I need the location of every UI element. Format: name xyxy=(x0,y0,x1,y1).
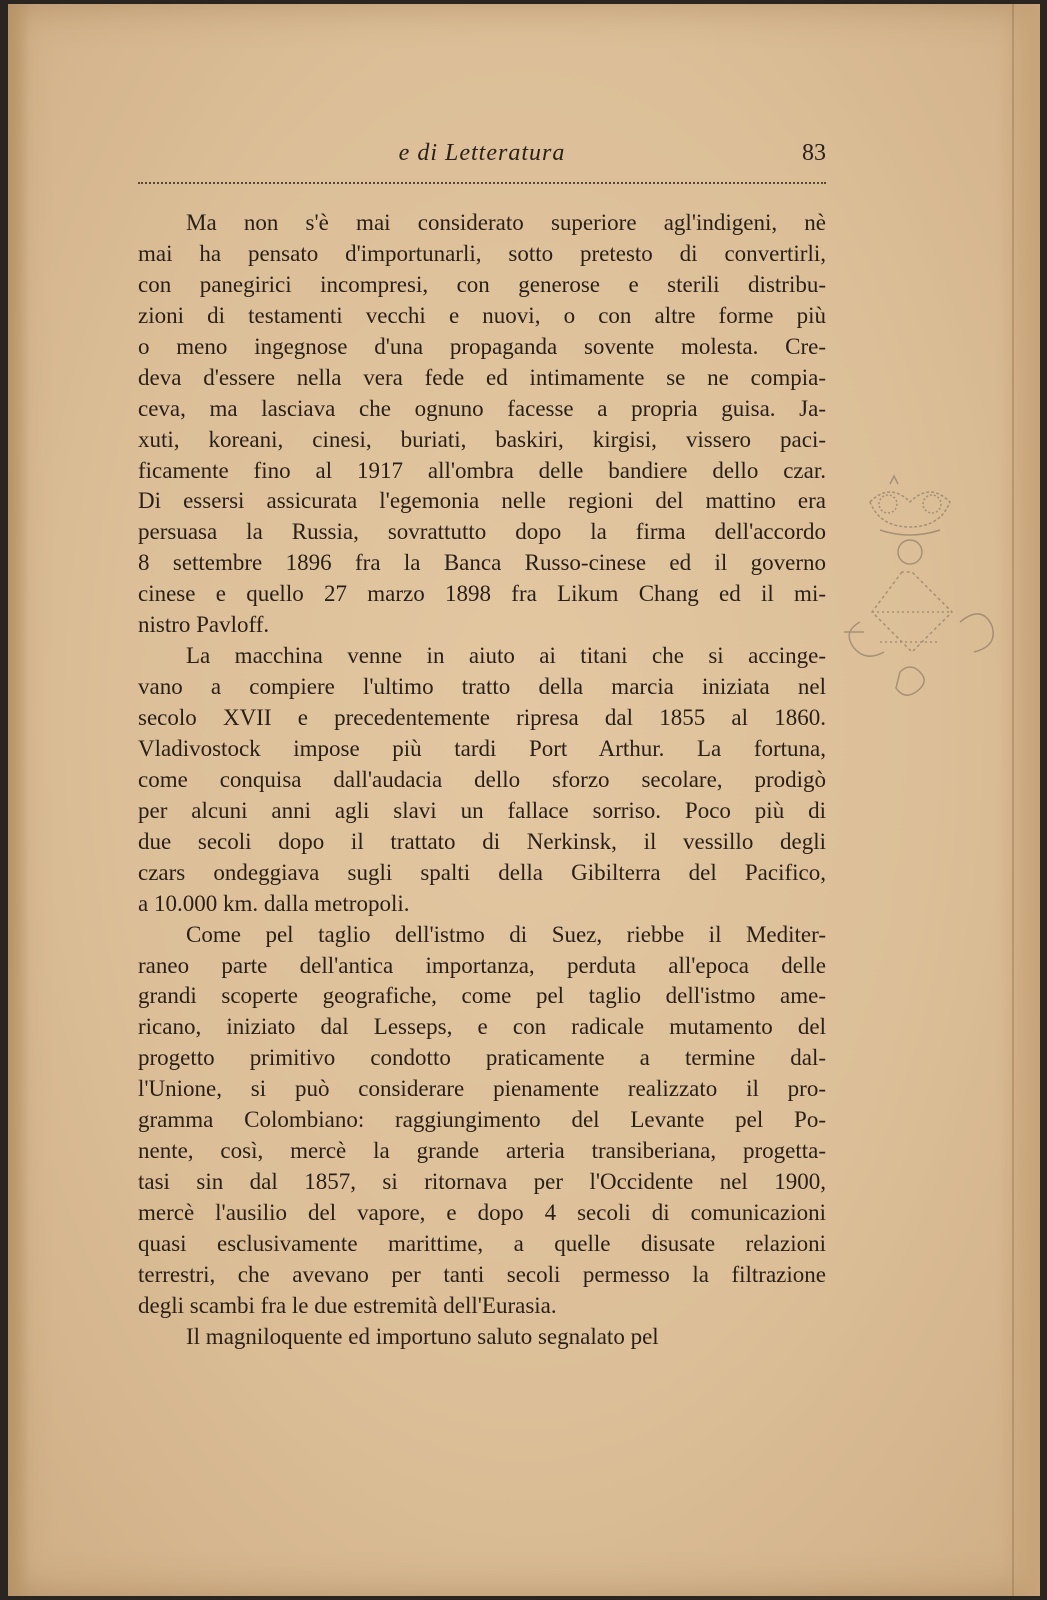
text-line: per alcuni anni agli slavi un fallace sorriso. Poco più di xyxy=(138,797,826,823)
text-line: secolo XVII e precedentemente ripresa dal 1855 al 1860. xyxy=(138,705,826,730)
text-line: deva d'essere nella vera fede ed intimamente se ne compia- xyxy=(138,364,826,390)
text-line: quasi esclusivamente marittime, a quelle disusate relazioni xyxy=(138,1230,826,1256)
header-rule xyxy=(138,182,826,184)
text-line: gramma Colombiano: raggiungimento del Levante pel Po- xyxy=(138,1107,826,1133)
paragraph xyxy=(138,208,826,641)
text-line: due secoli dopo il trattato di Nerkinsk, il vessillo degli xyxy=(138,828,826,854)
text-line: o meno ingegnose d'una propaganda sovente molesta. Cre- xyxy=(138,333,826,359)
text-line: persuasa la Russia, sovrattutto dopo la firma dell'accordo xyxy=(138,519,826,545)
text-line: grandi scoperte geografiche, come pel taglio dell'istmo ame- xyxy=(138,983,826,1009)
text-line: ficamente fino al 1917 all'ombra delle bandiere dello czar. xyxy=(138,457,826,483)
text-line: tasi sin dal 1857, si ritornava per l'Occidente nel 1900, xyxy=(138,1169,826,1195)
library-stamp-icon xyxy=(840,472,1020,722)
page-header xyxy=(138,136,826,176)
body-text xyxy=(138,208,826,1353)
text-line: a 10.000 km. dalla metropoli. xyxy=(138,890,410,916)
book-page xyxy=(8,4,1040,1596)
text-line: xuti, koreani, cinesi, buriati, baskiri, kirgisi, vissero paci- xyxy=(138,426,826,452)
text-line: Vladivostock impose più tardi Port Arthur. La fortuna, xyxy=(138,735,826,761)
text-line: cinese e quello 27 marzo 1898 fra Likum Chang ed il mi- xyxy=(138,581,826,607)
text-line: con panegirici incompresi, con generose e sterili distribu- xyxy=(138,271,826,297)
text-line: ricano, iniziato dal Lesseps, e con radicale mutamento del xyxy=(138,1014,826,1040)
page-fold-line xyxy=(1012,4,1014,1596)
text-line: La macchina venne in aiuto ai titani che si accinge- xyxy=(186,643,826,669)
text-line: czars ondeggiava sugli spalti della Gibilterra del Pacifico, xyxy=(138,859,826,885)
text-line: vano a compiere l'ultimo tratto della marcia iniziata nel xyxy=(138,674,826,700)
text-line: Come pel taglio dell'istmo di Suez, riebbe il Mediter- xyxy=(186,921,826,947)
text-line: mai ha pensato d'importunarli, sotto pretesto di convertirli, xyxy=(138,240,826,266)
page-right-edge xyxy=(1000,4,1040,1596)
text-line: mercè l'ausilio del vapore, e dopo 4 secoli di comunicazioni xyxy=(138,1200,826,1225)
running-title: e di Letteratura xyxy=(398,140,566,166)
text-line: nente, così, mercè la grande arteria transiberiana, progetta- xyxy=(138,1138,826,1164)
text-line: nistro Pavloff. xyxy=(138,612,270,638)
text-line: degli scambi fra le due estremità dell'Eurasia. xyxy=(138,1292,557,1318)
text-line: 8 settembre 1896 fra la Banca Russo-cinese ed il governo xyxy=(138,550,826,576)
text-line: Di essersi assicurata l'egemonia nelle regioni del mattino era xyxy=(138,488,826,514)
text-line: raneo parte dell'antica importanza, perduta all'epoca delle xyxy=(138,952,826,978)
text-line: zioni di testamenti vecchi e nuovi, o con altre forme più xyxy=(138,302,826,328)
text-line: ceva, ma lasciava che ognuno facesse a propria guisa. Ja- xyxy=(138,395,826,421)
paragraph xyxy=(138,641,826,919)
text-line: progetto primitivo condotto praticamente a termine dal- xyxy=(138,1045,826,1071)
paragraph xyxy=(138,920,826,1322)
text-line: Ma non s'è mai considerato superiore agl'indigeni, nè xyxy=(186,210,826,235)
text-line: terrestri, che avevano per tanti secoli permesso la filtrazione xyxy=(138,1261,826,1287)
page-number: 83 xyxy=(802,140,826,166)
page-left-edge xyxy=(8,4,30,1596)
paragraph xyxy=(138,1322,826,1353)
text-line: Il magniloquente ed importuno saluto segnalato pel xyxy=(186,1323,659,1349)
text-line: l'Unione, si può considerare pienamente realizzato il pro- xyxy=(138,1076,826,1102)
text-line: come conquisa dall'audacia dello sforzo secolare, prodigò xyxy=(138,766,826,792)
